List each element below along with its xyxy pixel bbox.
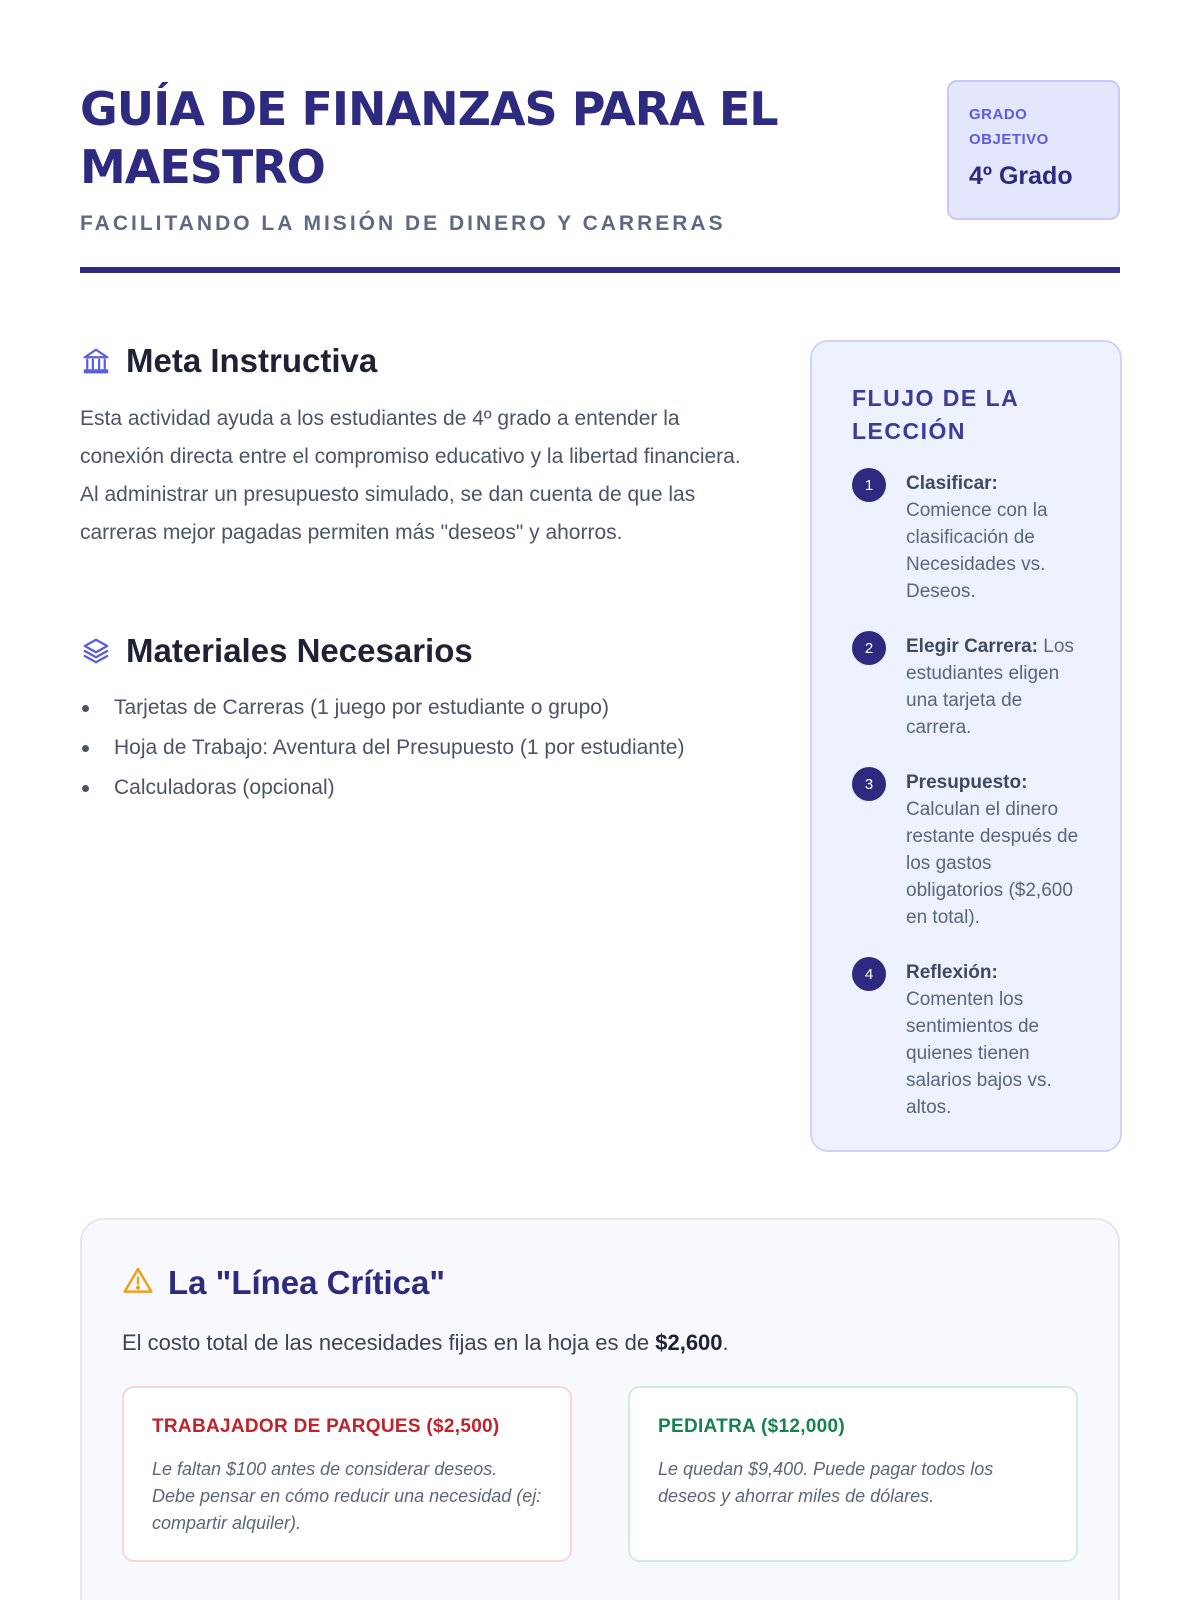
list-item: Tarjetas de Carreras (1 juego por estudiante o grupo) [80, 688, 780, 728]
critical-text-after: . [722, 1330, 729, 1355]
bank-icon [80, 345, 112, 377]
flow-step [852, 470, 1080, 605]
step-label: Elegir Carrera: [906, 636, 1039, 657]
flow-title: FLUJO DE LA LECCIÓN [852, 385, 1019, 444]
meta-heading [80, 342, 377, 380]
step-description: Comience con la clasificación de Necesidades vs. Deseos. [906, 500, 1048, 602]
flow-step [852, 633, 1080, 741]
case-title: PEDIATRA ($12,000) [658, 1416, 846, 1437]
step-description: Calculan el dinero restante después de los gastos obligatorios ($2,600 en total). [906, 799, 1079, 928]
grade-label: GRADO OBJETIVO [969, 106, 1049, 148]
case-card-park-worker [122, 1386, 572, 1562]
list-item: Calculadoras (opcional) [80, 768, 780, 808]
critical-text-before: El costo total de las necesidades fijas en la hoja es de [122, 1330, 656, 1355]
materials-heading-text: Materiales Necesarios [126, 632, 473, 669]
critical-description [122, 1330, 1078, 1356]
warning-icon [122, 1265, 154, 1302]
step-description: Los estudiantes eligen una tarjeta de carrera. [906, 636, 1074, 738]
case-body: Le quedan $9,400. Puede pagar todos los deseos y ahorrar miles de dólares. [658, 1459, 994, 1506]
header-divider [80, 267, 1120, 273]
lesson-flow-card [810, 340, 1122, 1152]
flow-step [852, 959, 1080, 1121]
critical-heading-text: La "Línea Crítica" [168, 1264, 446, 1301]
page-subtitle: FACILITANDO LA MISIÓN DE DINERO Y CARRERAS [80, 212, 726, 235]
meta-description: Esta actividad ayuda a los estudiantes de 4º grado a entender la conexión directa entre el compromiso educativo y la libertad financiera. Al administrar un presupuesto simulado, se dan cuenta de que las carreras mejor pagadas permiten más "deseos" y ahorros. [80, 407, 741, 544]
critical-amount: $2,600 [655, 1330, 723, 1355]
step-label: Reflexión: [906, 962, 998, 983]
case-title: TRABAJADOR DE PARQUES ($2,500) [152, 1416, 500, 1437]
step-number: 2 [852, 631, 886, 665]
materials-heading [80, 632, 473, 670]
step-number: 3 [852, 767, 886, 801]
case-card-pediatrician [628, 1386, 1078, 1562]
critical-line-panel [80, 1218, 1120, 1600]
meta-heading-text: Meta Instructiva [126, 342, 378, 379]
materials-list [80, 688, 780, 808]
layers-icon [80, 635, 112, 667]
step-description: Comenten los sentimientos de quienes tienen salarios bajos vs. altos. [906, 989, 1052, 1118]
list-item: Hoja de Trabajo: Aventura del Presupuesto (1 por estudiante) [80, 728, 780, 768]
step-number: 4 [852, 957, 886, 991]
critical-heading [122, 1264, 1078, 1302]
step-label: Clasificar: [906, 473, 998, 494]
grade-value: 4º Grado [969, 162, 1073, 190]
page-title: GUÍA DE FINANZAS PARA EL MAESTRO [80, 82, 778, 194]
case-examples [122, 1386, 1078, 1562]
step-label: Presupuesto: [906, 772, 1028, 793]
flow-step [852, 769, 1080, 931]
grade-badge [947, 80, 1120, 220]
step-number: 1 [852, 468, 886, 502]
header [80, 80, 1120, 236]
case-body: Le faltan $100 antes de considerar deseos. Debe pensar en cómo reducir una necesidad (ej: compartir alquiler). [152, 1459, 542, 1533]
